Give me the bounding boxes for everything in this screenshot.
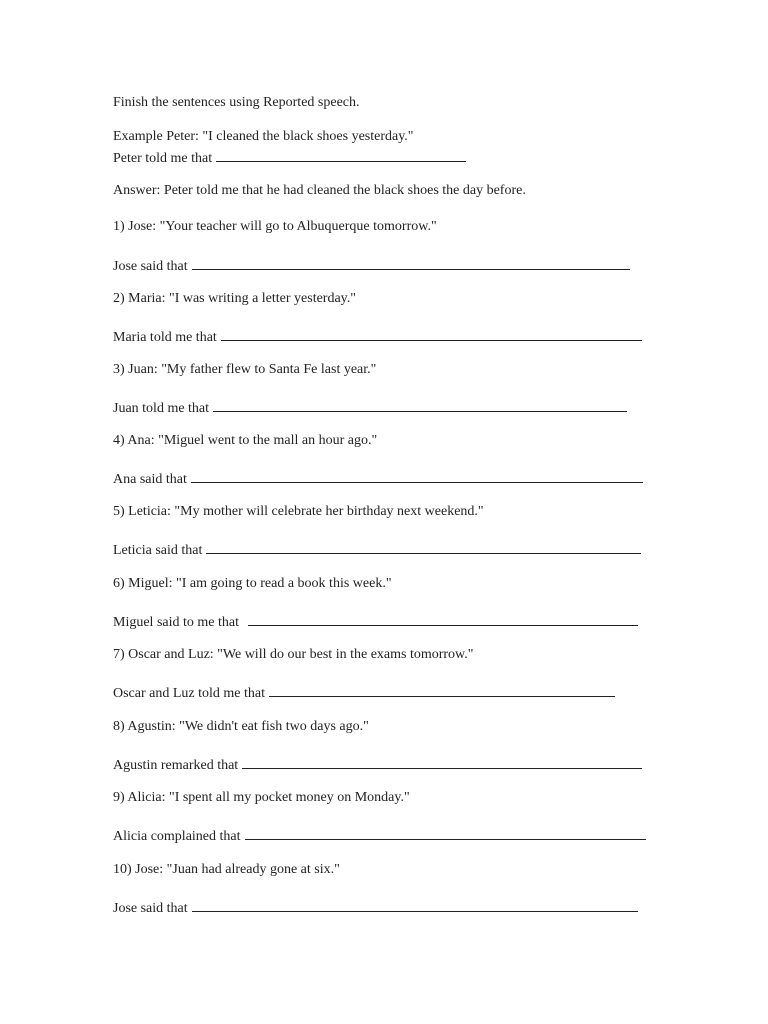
instructions: Finish the sentences using Reported speech. bbox=[113, 95, 360, 110]
exercise-prompt: 4) Ana: "Miguel went to the mall an hour ago." bbox=[113, 433, 378, 448]
exercise-lead: Juan told me that bbox=[113, 401, 210, 416]
exercise-answer-line bbox=[113, 897, 638, 918]
answer-blank[interactable] bbox=[248, 611, 638, 626]
answer-blank[interactable] bbox=[191, 468, 643, 483]
answer-blank[interactable] bbox=[221, 326, 642, 341]
exercise-answer-line bbox=[113, 682, 615, 703]
exercise-lead: Leticia said that bbox=[113, 543, 203, 558]
exercise-prompt: 7) Oscar and Luz: "We will do our best in the exams tomorrow." bbox=[113, 647, 474, 662]
exercise-lead: Jose said that bbox=[113, 259, 188, 274]
exercise-prompt: 10) Jose: "Juan had already gone at six." bbox=[113, 862, 340, 877]
exercise-answer-line bbox=[113, 825, 646, 846]
exercise-prompt: 1) Jose: "Your teacher will go to Albuquerque tomorrow." bbox=[113, 219, 437, 234]
exercise-answer-line bbox=[113, 539, 641, 560]
example-lead: Peter told me that bbox=[113, 151, 213, 166]
answer-blank[interactable] bbox=[192, 897, 638, 912]
example-answer-line bbox=[113, 147, 466, 168]
exercise-lead: Jose said that bbox=[113, 901, 188, 916]
exercise-lead: Oscar and Luz told me that bbox=[113, 686, 266, 701]
exercise-prompt: 8) Agustin: "We didn't eat fish two days ago." bbox=[113, 719, 369, 734]
exercise-prompt: 2) Maria: "I was writing a letter yesterday." bbox=[113, 291, 356, 306]
example-answer: Answer: Peter told me that he had cleaned the black shoes the day before. bbox=[113, 183, 526, 198]
exercise-answer-line bbox=[113, 754, 642, 775]
exercise-prompt: 5) Leticia: "My mother will celebrate her birthday next weekend." bbox=[113, 504, 484, 519]
example-answer-blank[interactable] bbox=[216, 147, 466, 162]
answer-blank[interactable] bbox=[192, 255, 630, 270]
answer-blank[interactable] bbox=[206, 539, 641, 554]
exercise-prompt: 9) Alicia: "I spent all my pocket money on Monday." bbox=[113, 790, 410, 805]
answer-blank[interactable] bbox=[269, 682, 615, 697]
answer-blank[interactable] bbox=[242, 754, 642, 769]
exercise-lead: Maria told me that bbox=[113, 330, 217, 345]
exercise-prompt: 3) Juan: "My father flew to Santa Fe last year." bbox=[113, 362, 377, 377]
exercise-answer-line bbox=[113, 468, 643, 489]
answer-blank[interactable] bbox=[213, 397, 627, 412]
exercise-answer-line bbox=[113, 326, 642, 347]
exercise-lead: Ana said that bbox=[113, 472, 187, 487]
answer-blank[interactable] bbox=[245, 825, 646, 840]
exercise-answer-line bbox=[113, 397, 627, 418]
exercise-prompt: 6) Miguel: "I am going to read a book this week." bbox=[113, 576, 392, 591]
exercise-lead: Miguel said to me that bbox=[113, 615, 239, 630]
exercise-lead: Alicia complained that bbox=[113, 829, 241, 844]
exercise-lead: Agustin remarked that bbox=[113, 758, 239, 773]
example-prompt: Example Peter: "I cleaned the black shoes yesterday." bbox=[113, 129, 414, 144]
exercise-answer-line bbox=[113, 611, 638, 632]
exercise-answer-line bbox=[113, 255, 630, 276]
